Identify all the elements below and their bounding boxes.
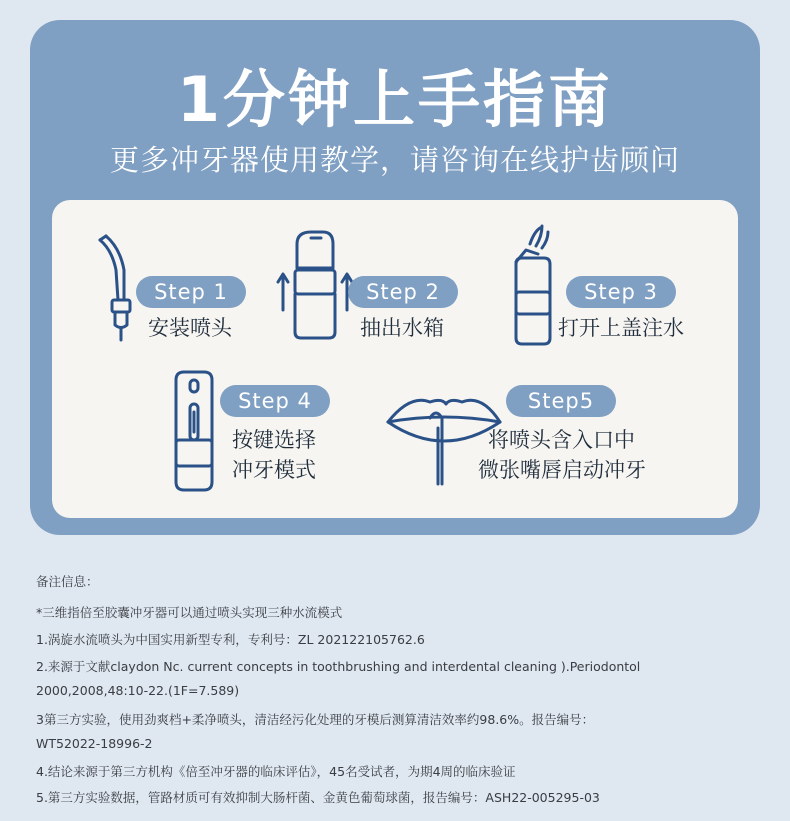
step-3-pill: Step 3: [566, 276, 676, 308]
steps-panel: [52, 200, 738, 518]
note-line: 1.涡旋水流喷头为中国实用新型专利，专利号：ZL 202122105762.6: [36, 632, 425, 647]
step-4-text-line-2: 冲牙模式: [232, 458, 316, 482]
water-tank-icon: [275, 228, 357, 346]
note-line: *三维指倍至胶囊冲牙器可以通过喷头实现三种水流模式: [36, 605, 343, 620]
step-4-pill: [220, 385, 330, 417]
page-title: 1分钟上手指南: [176, 63, 614, 136]
note-line: 2000,2008,48:10-22.(1F=7.589): [36, 683, 240, 698]
note-line: 4.结论来源于第三方机构《倍至冲牙器的临床评估》，45名受试者，为期4周的临床验证: [36, 764, 516, 779]
step-2-pill: Step 2: [348, 276, 458, 308]
nozzle-icon: [90, 230, 140, 345]
note-line: 3第三方实验，使用劲爽档+柔净喷头，清洁经污化处理的牙模后测算清洁效率约98.6%。报告编号：: [36, 712, 595, 727]
step-5-text-line-2: 微张嘴唇启动冲牙: [478, 458, 646, 482]
step-4-label: Step 4: [238, 389, 312, 413]
note-line: WT52022-18996-2: [36, 736, 153, 751]
guide-card: [30, 20, 760, 535]
step-1-text: 安装喷头: [148, 316, 232, 340]
step-1-pill: Step 1: [136, 276, 246, 308]
note-line: 5.第三方实验数据，管路材质可有效抑制大肠杆菌、金黄色葡萄球菌，报告编号：ASH22-005295-03: [36, 790, 600, 805]
notes-heading: 备注信息：: [36, 574, 99, 589]
page-subtitle: 更多冲牙器使用教学，请咨询在线护齿顾问: [109, 143, 680, 177]
device-mode-icon: [166, 368, 222, 494]
step-5-text-line-1: 将喷头含入口中: [488, 428, 635, 452]
step-5-pill: [506, 385, 616, 417]
step-3-text: 打开上盖注水: [558, 316, 684, 340]
fill-water-icon: [504, 218, 562, 348]
step-2-text: 抽出水箱: [360, 316, 444, 340]
step-5-label: Step5: [527, 389, 595, 413]
step-4-text-line-1: 按键选择: [232, 428, 316, 452]
note-line: 2.来源于文献claydon Nc. current concepts in toothbrushing and interdental cleaning ).Periodontol: [36, 659, 641, 674]
